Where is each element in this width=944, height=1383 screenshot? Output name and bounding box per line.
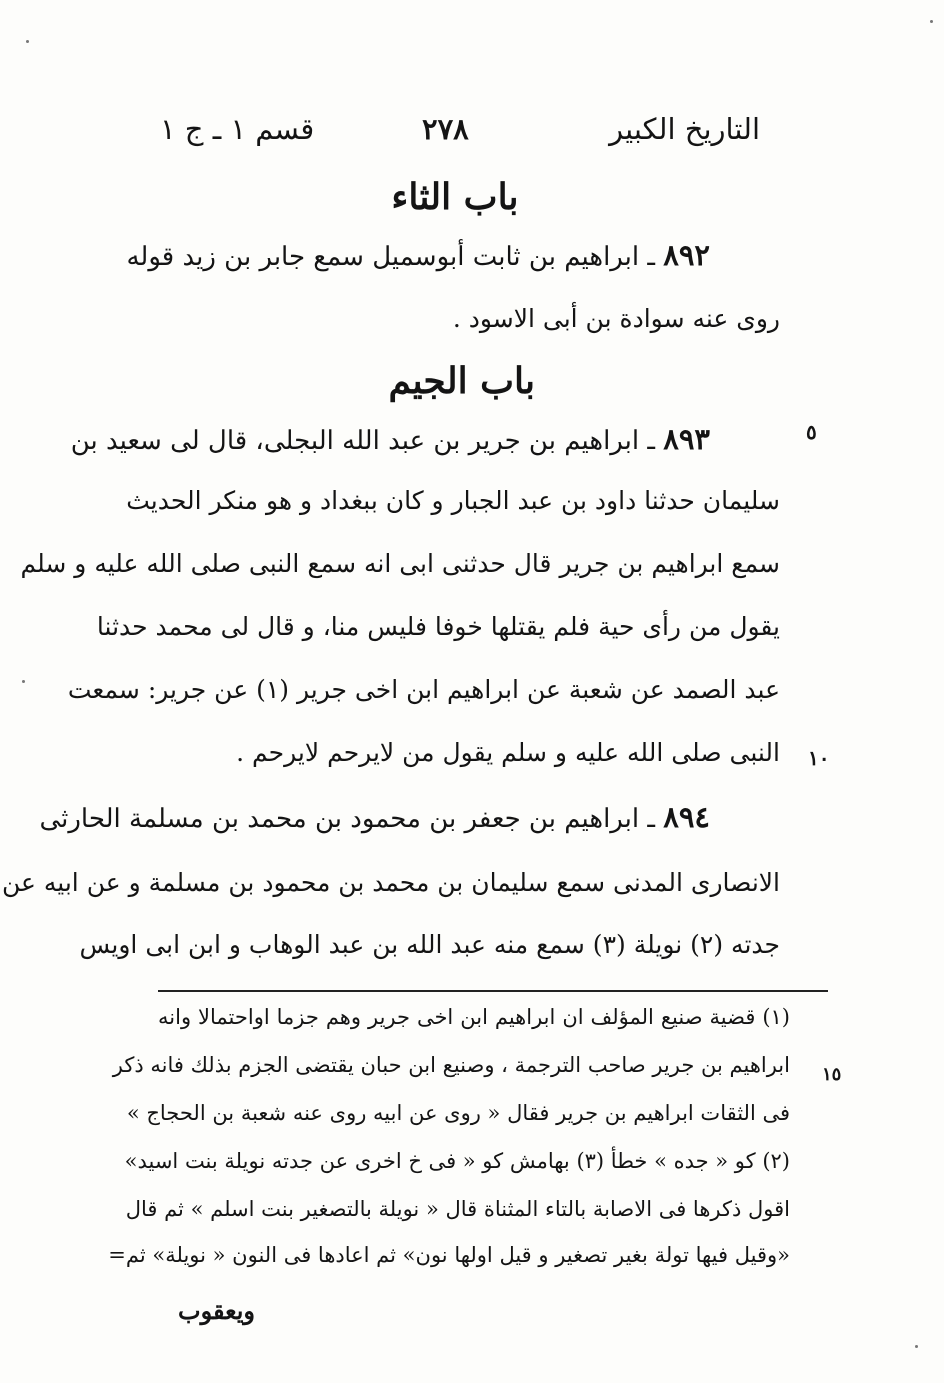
running-header (160, 112, 760, 162)
margin-line-number: ١٠ (808, 746, 830, 770)
scan-speck (22, 680, 25, 683)
entry-894-line-2: الانصارى المدنى سمع سليمان بن محمد بن محمود بن مسلمة و عن ابيه عن (2, 868, 780, 897)
footnote-line-1: (١) قضية صنيع المؤلف ان ابراهيم ابن اخى جرير وهم جزما اواحتمالا وانه (158, 1005, 790, 1029)
margin-line-number: ٥ (806, 420, 817, 444)
entry-number: ٨٩٣ (663, 422, 710, 456)
footnote-line-6: «وقيل فيها تولة بغير تصغير و قيل اولها نون» ثم اعادها فى النون « نويلة» ثم= (108, 1243, 790, 1267)
entry-893-line-3: سمع ابراهيم بن جرير قال حدثنى ابى انه سمع النبى صلى الله عليه و سلم (20, 549, 780, 578)
volume-indicator: قسم ١ ـ ج ١ (160, 112, 315, 146)
entry-892-line-1 (126, 238, 710, 272)
footnote-line-3: فى الثقات ابراهيم بن جرير فقال « روى عن ابيه روى عنه شعبة بن الحجاج » (126, 1101, 790, 1125)
footnote-line-5: اقول ذكرها فى الاصابة بالتاء المثناة قال « نويلة بالتصغير بنت اسلم » ثم قال (125, 1197, 790, 1221)
entry-text: ـ ابراهيم بن جرير بن عبد الله البجلى، قال لى سعيد بن (70, 426, 655, 456)
book-title: التاريخ الكبير (609, 112, 760, 146)
scan-speck (930, 20, 933, 23)
scan-speck (915, 1345, 918, 1348)
entry-894-line-1 (39, 800, 710, 834)
catchword: ويعقوب (178, 1296, 255, 1325)
entry-text: ـ ابراهيم بن جعفر بن محمود بن محمد بن مسلمة الحارثى (39, 804, 655, 834)
entry-text: ـ ابراهيم بن ثابت أبوسميل سمع جابر بن زيد قوله (126, 242, 655, 272)
entry-893-line-5: عبد الصمد عن شعبة عن ابراهيم ابن اخى جرير (١) عن جرير: سمعت (67, 675, 780, 704)
section-heading-tha: باب الثاء (391, 176, 519, 218)
page-number: ٢٧٨ (422, 112, 469, 146)
footnote-line-2: ابراهيم بن جرير صاحب الترجمة ، وصنيع ابن حبان يقتضى الجزم بذلك فانه ذكر (112, 1053, 790, 1077)
entry-number: ٨٩٤ (663, 800, 710, 834)
entry-893-line-6: النبى صلى الله عليه و سلم يقول من لايرحم لايرحم . (236, 738, 780, 767)
scan-speck (26, 40, 29, 43)
entry-number: ٨٩٢ (663, 238, 710, 272)
section-heading-jim: باب الجيم (388, 360, 535, 402)
entry-893-line-1 (70, 422, 710, 456)
footnote-separator (158, 990, 828, 992)
entry-893-line-4: يقول من رأى حية فلم يقتلها خوفا فليس منا، و قال لى محمد حدثنا (96, 612, 780, 641)
footnote-line-4: (٢) كو « جده » خطأ (٣) بهامش كو « فى خ اخرى عن جدته نويلة بنت اسيد» (124, 1149, 790, 1173)
entry-892-line-2: روى عنه سوادة بن أبى الاسود . (452, 304, 780, 333)
margin-line-number: ١٥ (822, 1064, 842, 1085)
entry-893-line-2: سليمان حدثنا داود بن عبد الجبار و كان ببغداد و هو منكر الحديث (126, 486, 780, 515)
entry-894-line-3: جدته (٢) نويلة (٣) سمع منه عبد الله بن عبد الوهاب و ابن ابى اويس (79, 930, 780, 959)
